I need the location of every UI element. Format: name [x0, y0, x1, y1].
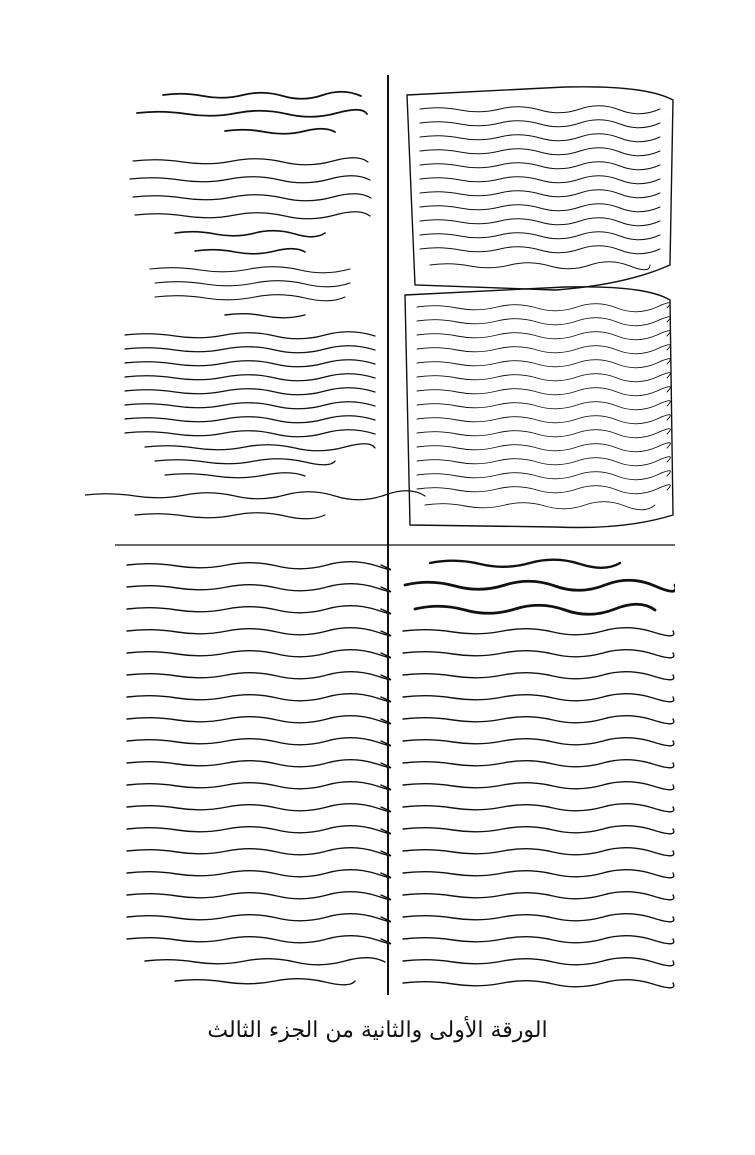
title-page-folio [85, 92, 425, 519]
manuscript-scan [85, 75, 675, 1020]
samaat-note-box-upper [407, 87, 673, 290]
title-page-heading-lines [130, 92, 371, 318]
title-page-samaat-block [125, 332, 375, 478]
samaat-notes-folio [405, 87, 673, 528]
page-caption: الورقة الأولى والثانية من الجزء الثالث [207, 1018, 548, 1043]
first-text-folio [403, 560, 675, 988]
first-text-body-lines [403, 628, 674, 988]
samaat-note-lines-lower [417, 303, 670, 510]
title-page-closing-lines [85, 491, 425, 519]
samaat-note-lines-upper [420, 106, 660, 270]
basmala-heading [405, 560, 675, 615]
second-text-folio [127, 562, 391, 985]
